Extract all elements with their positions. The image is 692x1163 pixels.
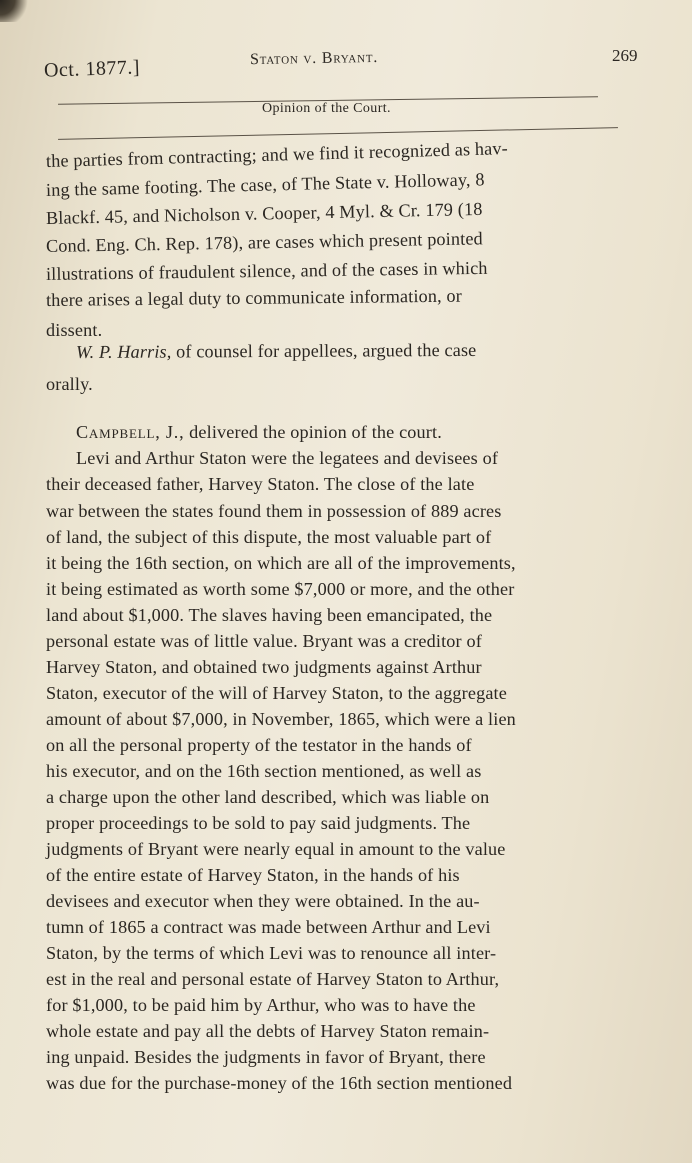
text-line: ing unpaid. Besides the judgments in favor of Bryant, there [46,1047,486,1067]
corner-shadow [0,0,30,22]
page-number: 269 [612,46,638,65]
text-line: Staton, executor of the will of Harvey Staton, to the aggregate [46,683,507,703]
text-line: illustrations of fraudulent silence, and of the cases in which [45,257,488,284]
opinion-intro [76,422,680,442]
text-line: was due for the purchase-money of the 16th section mentioned [46,1073,513,1093]
section-subheading: Opinion of the Court. [262,101,391,116]
counsel-name: W. P. Harris, [75,341,172,362]
text-line: a charge upon the other land described, which was liable on [46,787,490,807]
text-line: on all the personal property of the testator in the hands of [46,735,472,755]
counsel-text: of counsel for appellees, argued the case [171,339,477,362]
judge-name: Campbell, J., [76,422,185,442]
text-line: dissent. [46,320,103,340]
text-line: devisees and executor when they were obtained. In the au- [46,891,480,911]
text-line: war between the states found them in possession of 889 acres [46,501,502,521]
text-line: Levi and Arthur Staton were the legatees and devisees of [76,448,499,468]
counsel-line [76,339,680,362]
counsel-line-end: orally. [46,374,93,394]
text-line: tumn of 1865 a contract was made between Arthur and Levi [46,917,491,937]
text-line: Harvey Staton, and obtained two judgments against Arthur [46,657,482,677]
text-line: of the entire estate of Harvey Staton, in the hands of his [46,865,460,885]
running-title: Staton v. Bryant. [249,48,379,69]
text-line: of land, the subject of this dispute, the most valuable part of [46,527,492,547]
text-line: proper proceedings to be sold to pay said judgments. The [46,813,471,833]
text-line: his executor, and on the 16th section mentioned, as well as [46,761,482,781]
opinion-intro-text: delivered the opinion of the court. [184,422,442,442]
text-line: est in the real and personal estate of Harvey Staton to Arthur, [46,969,500,989]
text-line: judgments of Bryant were nearly equal in amount to the value [46,839,506,859]
text-line: Blackf. 45, and Nicholson v. Cooper, 4 Myl. & Cr. 179 (18 [45,198,483,228]
text-line: whole estate and pay all the debts of Harvey Staton remain- [46,1021,490,1041]
text-line: personal estate was of little value. Bryant was a creditor of [46,631,482,651]
text-line: Cond. Eng. Ch. Rep. 178), are cases which present pointed [45,228,483,256]
text-line: ing the same footing. The case, of The State v. Holloway, 8 [45,169,485,200]
text-line: for $1,000, to be paid him by Arthur, who was to have the [46,995,476,1015]
header-date: Oct. 1877.] [43,56,141,82]
text-line: the parties from contracting; and we find it recognized as hav- [45,138,509,171]
text-line: amount of about $7,000, in November, 1865, which were a lien [46,709,516,729]
text-line: there arises a legal duty to communicate information, or [45,285,463,310]
text-line: Staton, by the terms of which Levi was to renounce all inter- [46,943,497,963]
text-line: it being estimated as worth some $7,000 or more, and the other [46,579,515,599]
text-line: it being the 16th section, on which are all of the improvements, [46,553,516,573]
text-line: land about $1,000. The slaves having been emancipated, the [46,605,493,625]
text-line: their deceased father, Harvey Staton. The close of the late [46,474,475,494]
